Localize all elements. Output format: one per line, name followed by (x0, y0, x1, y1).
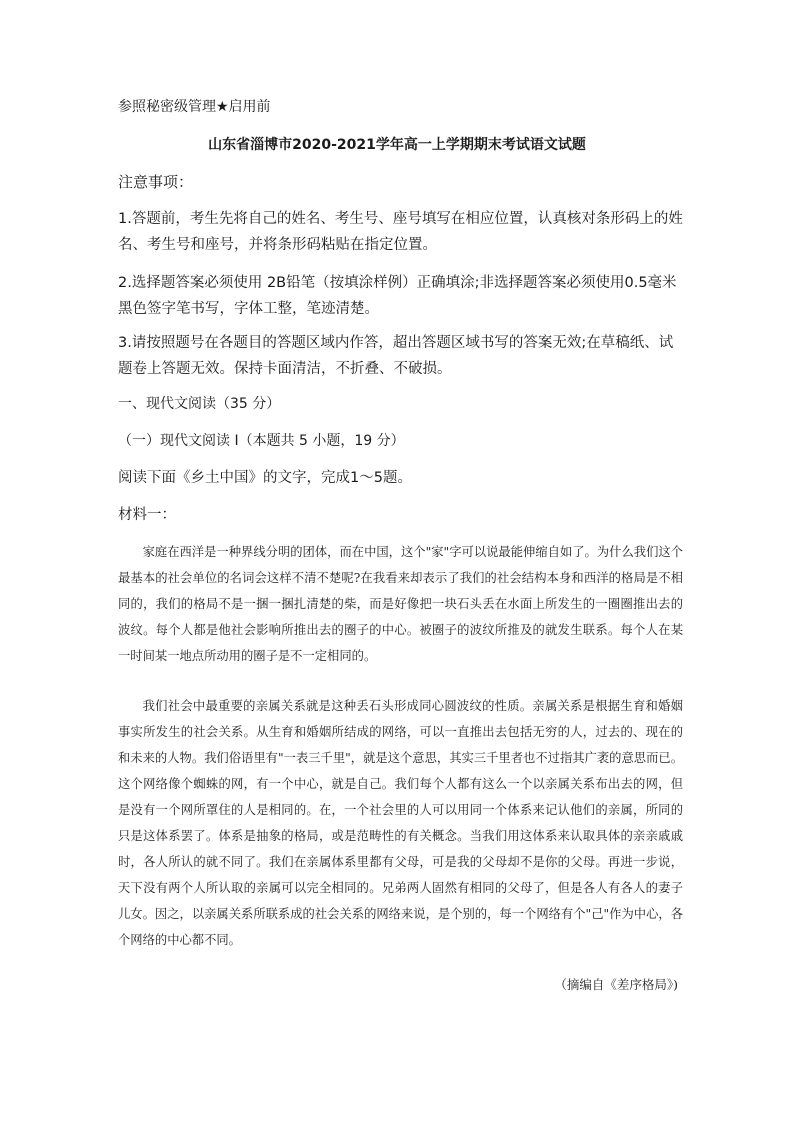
material-paragraph: 家庭在西洋是一种界线分明的团体，而在中国，这个"家"字可以说最能伸缩自如了。为什么我们这个最基本的社会单位的名词会这样不清不楚呢?在我看来却表示了我们的社会结构本身和西洋的格局是不相同的，我们的格局不是一捆一捆扎清楚的柴，而是好像把一块石头丢在水面上所发生的一圈圈推出去的波纹。每个人都是他社会影响所推出去的圈子的中心。被圈子的波纹所推及的就发生联系。每个人在某一时间某一地点所动用的圈子是不一定相同的。 (118, 545, 683, 663)
section-subheading: （一）现代文阅读 I（本题共 5 小题，19 分） (118, 433, 405, 449)
note-item-2: 2.选择题答案必须使用 2B铅笔（按填涂样例）正确填涂;非选择题答案必须使用0.5毫米黑色签字笔书写，字体工整，笔迹清楚。 (118, 275, 677, 317)
source-citation: （摘编自《差序格局》) (554, 977, 678, 992)
notes-heading: 注意事项： (118, 173, 194, 191)
material-label: 材料一： (118, 507, 176, 523)
note-item-3: 3.请按照题号在各题目的答题区域内作答，超出答题区域书写的答案无效;在草稿纸、试题卷上答题无效。保持卡面清洁，不折叠、不破损。 (118, 335, 674, 377)
reading-instruction: 阅读下面《乡土中国》的文字，完成1～5题。 (118, 470, 412, 486)
note-item-1: 1.答题前，考生先将自己的姓名、考生号、座号填写在相应位置，认真核对条形码上的姓名、考生号和座号，并将条形码粘贴在指定位置。 (118, 211, 683, 253)
exam-title: 山东省淄博市2020-2021学年高一上学期期末考试语文试题 (208, 137, 586, 153)
classification-label: 参照秘密级管理★启用前 (118, 99, 271, 115)
material-paragraph: 我们社会中最重要的亲属关系就是这种丢石头形成同心圆波纹的性质。亲属关系是根据生育和婚姻事实所发生的社会关系。从生育和婚姻所结成的网络，可以一直推出去包括无穷的人，过去的、现在的和未来的人物。我们俗语里有"一表三千里"，就是这个意思，其实三千里者也不过指其广袤的意思而已。这个网络像个蜘蛛的网，有一个中心，就是自己。我们每个人都有这么一个以亲属关系布出去的网，但是没有一个网所罩住的人是相同的。在，一个社会里的人可以用同一个体系来记认他们的亲属，所同的只是这体系罢了。体系是抽象的格局，或是范畴性的有关概念。当我们用这体系来认取具体的亲亲戚戚时，各人所认的就不同了。我们在亲属体系里都有父母，可是我的父母却不是你的父母。再进一步说，天下没有两个人所认取的亲属可以完全相同的。兄弟两人固然有相同的父母了，但是各人有各人的妻子儿女。因之，以亲属关系所联系成的社会关系的网络来说，是个别的，每一个网络有个"己"作为中心，各个网络的中心都不同。 (118, 699, 683, 947)
section-heading: 一、现代文阅读（35 分） (118, 396, 281, 412)
